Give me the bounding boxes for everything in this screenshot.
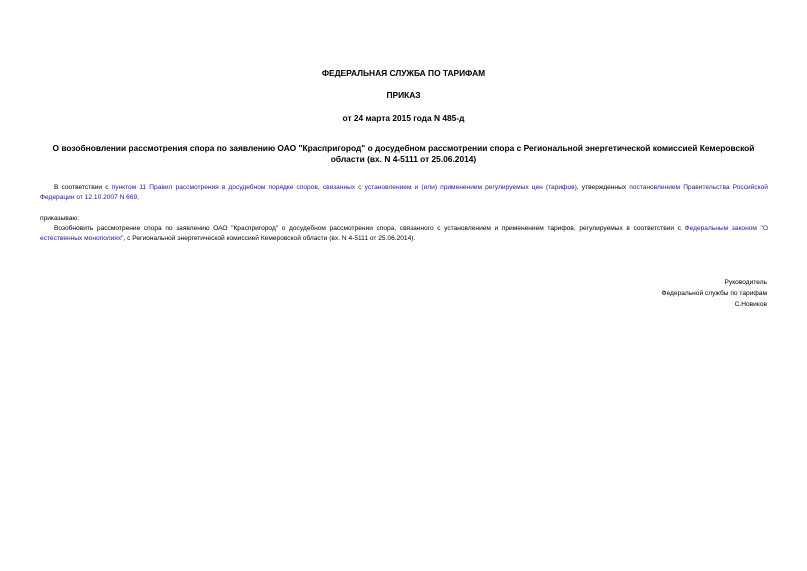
link-rules-clause-11[interactable]: пунктом 11 Правил рассмотрения в досудебном порядке споров, связанных с установлением и (или) применением регулируемых цен (тарифов) <box>111 184 577 191</box>
order-word: приказываю: <box>40 215 80 222</box>
signature-name: С.Новиков <box>734 301 767 308</box>
agency-title: ФЕДЕРАЛЬНАЯ СЛУЖБА ПО ТАРИФАМ <box>321 68 486 78</box>
signature-organization: Федеральной службы по тарифам <box>661 290 767 297</box>
paragraph-basis <box>40 183 768 203</box>
signature-position: Руководитель <box>724 279 767 286</box>
p3-suffix: , с Региональной энергетической комиссией Кемеровской области (вх. N 4-5111 от 25.06.2014). <box>123 235 416 242</box>
link-government-decree[interactable]: постановлением Правительства Российской Федерации от 12.10.2007 N 669 <box>40 184 768 201</box>
signature-block <box>662 277 768 310</box>
p1-middle: , утвержденных <box>576 184 630 191</box>
date-number: от 24 марта 2015 года N 485-д <box>342 113 465 123</box>
p1-suffix: , <box>137 194 140 201</box>
link-federal-law-monopolies[interactable]: Федеральным законом "О естественных монополиях" <box>40 225 768 242</box>
p3-prefix: Возобновить рассмотрение спора по заявлению ОАО "Краспригород" о досудебном рассмотрении спора, связанного с установлением и применением тарифов, регулируемых в соответствии с <box>54 225 685 232</box>
p1-prefix: В соответствии с <box>54 184 112 191</box>
paragraph-order <box>40 224 768 244</box>
document-type: ПРИКАЗ <box>386 90 421 100</box>
document-subject: О возобновлении рассмотрения спора по заявлению ОАО "Краспригород" о досудебном рассмотрении спора с Региональной энергетической комиссией Кемеровской области (вх. N 4-5111 от 25.06.2014) <box>52 143 755 164</box>
